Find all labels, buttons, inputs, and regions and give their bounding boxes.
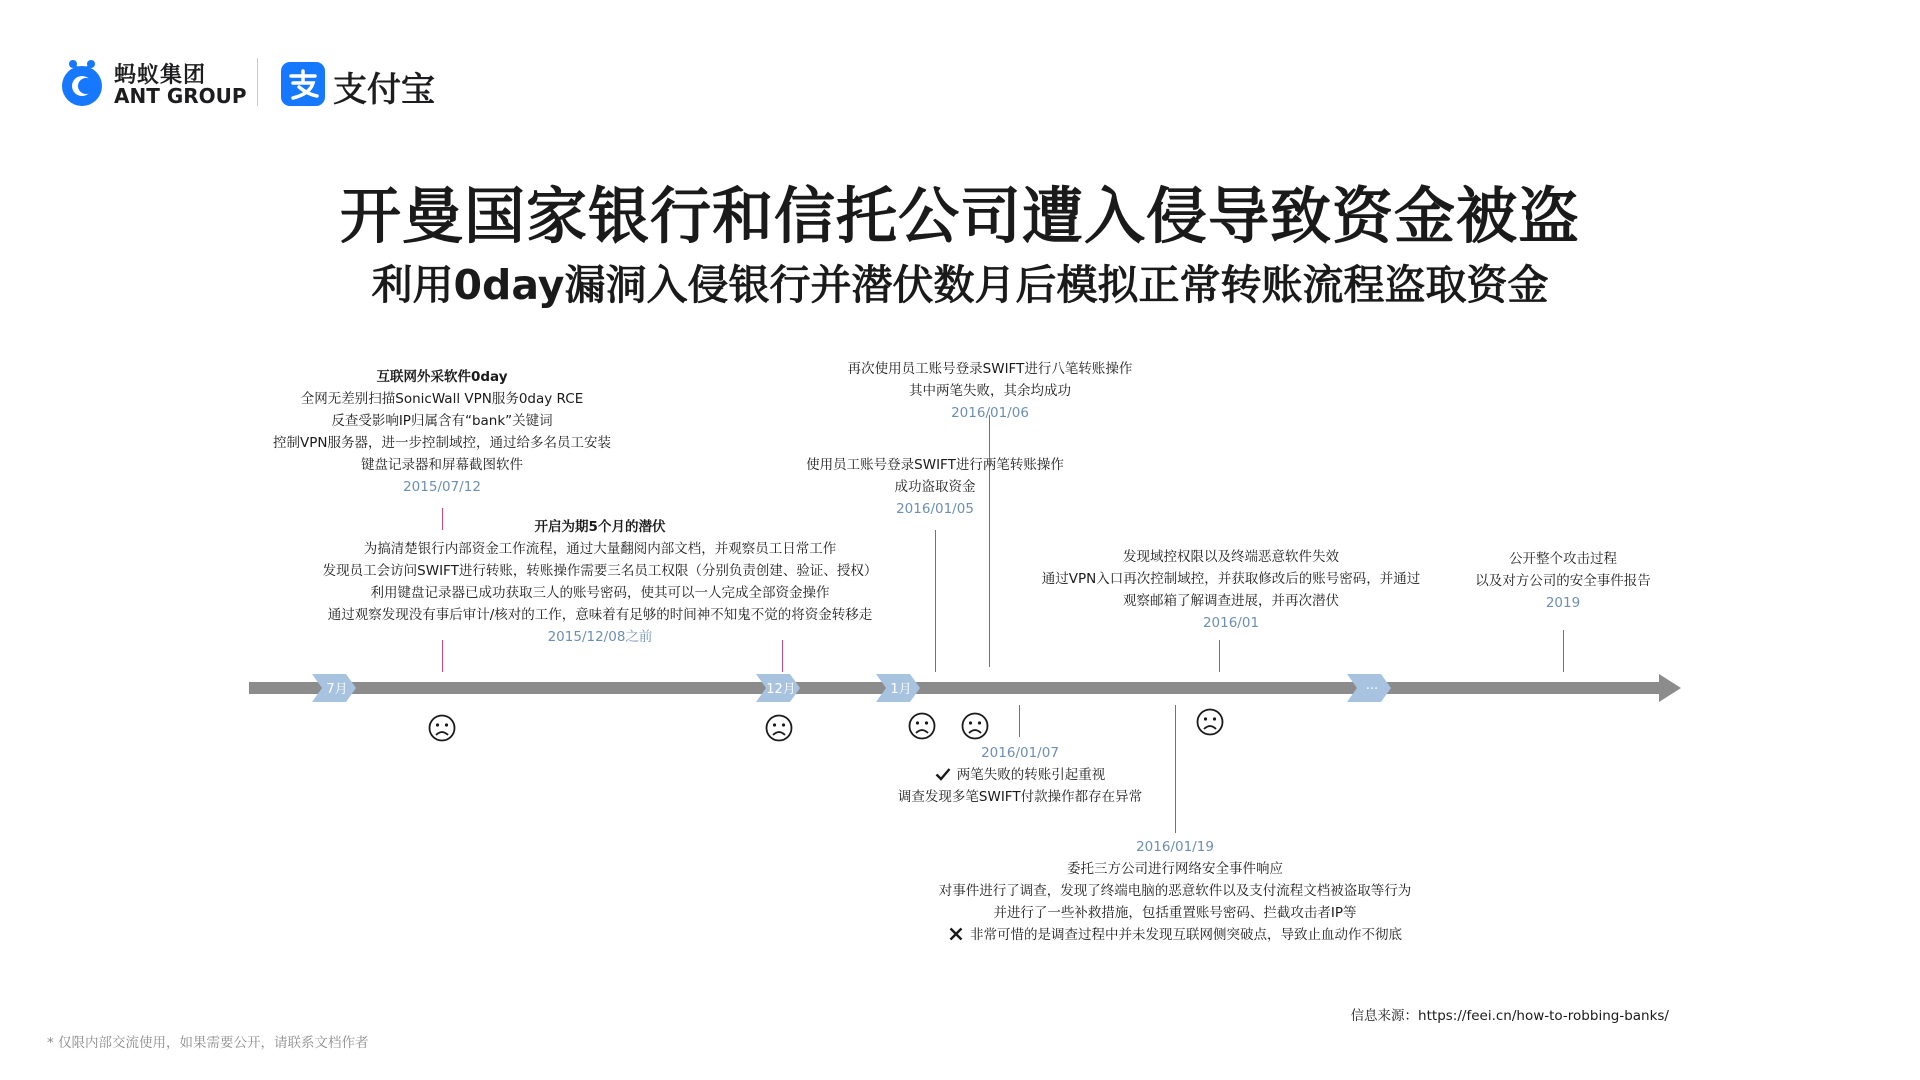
source-note: 信息来源：https://feei.cn/how-to-robbing-banks/ — [1350, 1008, 1669, 1024]
cross-icon — [948, 927, 964, 941]
event-line: 使用员工账号登录SWIFT进行两笔转账操作 — [806, 457, 1064, 473]
event-date: 2015/07/12 — [403, 479, 481, 495]
sad-face-icon — [1196, 708, 1224, 736]
event-2015-07-12 — [142, 366, 742, 498]
sad-face-icon — [961, 712, 989, 740]
event-heading: 互联网外采软件0day — [376, 369, 508, 385]
event-line: 通过VPN入口再次控制域控，并获取修改后的账号密码，并通过 — [1041, 571, 1421, 587]
alipay-logo-icon — [281, 62, 325, 106]
ant-group-name-en: ANT GROUP — [114, 84, 247, 108]
event-line: 观察邮箱了解调查进展，并再次潜伏 — [1123, 593, 1339, 609]
event-line: 控制VPN服务器，进一步控制域控，通过给多名员工安装 — [273, 435, 611, 451]
connector-e5 — [1219, 640, 1220, 672]
event-date: 2016/01/06 — [951, 405, 1029, 421]
event-line: 对事件进行了调查，发现了终端电脑的恶意软件以及支付流程文档被盗取等行为 — [938, 883, 1412, 899]
sad-face-icon — [908, 712, 936, 740]
page-title: 开曼国家银行和信托公司遭入侵导致资金被盗 — [339, 181, 1580, 252]
event-line: 并进行了一些补救措施，包括重置账号密码、拦截攻击者IP等 — [993, 905, 1357, 921]
footer-note: * 仅限内部交流使用，如果需要公开，请联系文档作者 — [47, 1035, 369, 1051]
timeline-marker-dec: 12月 — [766, 682, 796, 697]
event-2016-01 — [1006, 546, 1456, 634]
event-line: 利用键盘记录器已成功获取三人的账号密码，使其可以一人完成全部资金操作 — [370, 585, 830, 601]
connector-e3 — [989, 415, 990, 667]
event-date: 2016/01 — [1202, 615, 1260, 631]
event-line: 反查受影响IP归属含有“bank”关键词 — [331, 413, 553, 429]
event-line: 发现员工会访问SWIFT进行转账，转账操作需要三名员工权限（分别负责创建、验证、授权） — [322, 563, 878, 579]
timeline-arrow — [240, 668, 1700, 708]
event-line: 全网无差别扫描SonicWall VPN服务0day RCE — [300, 391, 584, 407]
event-2016-01-19 — [890, 836, 1460, 946]
event-line — [840, 764, 1200, 786]
event-2016-01-06 — [790, 358, 1190, 424]
event-line: 为搞清楚银行内部资金工作流程，通过大量翻阅内部文档，并观察员工日常工作 — [363, 541, 837, 557]
event-date: 2016/01/05 — [896, 501, 974, 517]
timeline-marker-more: ... — [1365, 678, 1379, 693]
event-line: 调查发现多笔SWIFT付款操作都存在异常 — [897, 789, 1143, 805]
ant-group-name-cn: 蚂蚁集团 — [114, 63, 207, 88]
sad-face-icon — [765, 714, 793, 742]
timeline-marker-jul: 7月 — [326, 682, 348, 697]
connector-e7 — [1019, 705, 1020, 737]
event-heading: 开启为期5个月的潜伏 — [534, 519, 666, 535]
event-date: 2019 — [1545, 595, 1581, 611]
page-subtitle: 利用0day漏洞入侵银行并潜伏数月后模拟正常转账流程盗取资金 — [371, 261, 1549, 309]
ant-group-logo-icon — [59, 55, 105, 107]
event-line — [890, 924, 1460, 946]
check-icon — [935, 767, 951, 781]
event-line: 以及对方公司的安全事件报告 — [1475, 573, 1651, 589]
timeline-marker-jan: 1月 — [890, 682, 912, 697]
alipay-name: 支付宝 — [333, 70, 435, 110]
event-2019 — [1438, 548, 1688, 614]
event-date: 2015/12/08之前 — [547, 629, 653, 645]
event-line: 发现域控权限以及终端恶意软件失效 — [1123, 549, 1339, 565]
event-2015-12-08 — [232, 516, 968, 648]
event-2016-01-05 — [760, 454, 1110, 520]
event-line: 公开整个攻击过程 — [1509, 551, 1617, 567]
event-date: 2016/01/07 — [981, 745, 1059, 761]
connector-e6 — [1563, 630, 1564, 672]
event-date: 2016/01/19 — [1136, 839, 1214, 855]
event-line: 通过观察发现没有事后审计/核对的工作，意味着有足够的时间神不知鬼不觉的将资金转移走 — [327, 607, 873, 623]
event-line-text: 两笔失败的转账引起重视 — [956, 767, 1106, 783]
event-line: 成功盗取资金 — [894, 479, 976, 495]
event-line-text: 非常可惜的是调查过程中并未发现互联网侧突破点，导致止血动作不彻底 — [970, 927, 1402, 943]
event-line: 键盘记录器和屏幕截图软件 — [361, 457, 523, 473]
event-2016-01-07 — [840, 742, 1200, 808]
sad-face-icon — [428, 714, 456, 742]
logo-divider — [257, 58, 258, 106]
event-line: 其中两笔失败，其余均成功 — [909, 383, 1071, 399]
event-line: 委托三方公司进行网络安全事件响应 — [1067, 861, 1283, 877]
event-line: 再次使用员工账号登录SWIFT进行八笔转账操作 — [847, 361, 1133, 377]
